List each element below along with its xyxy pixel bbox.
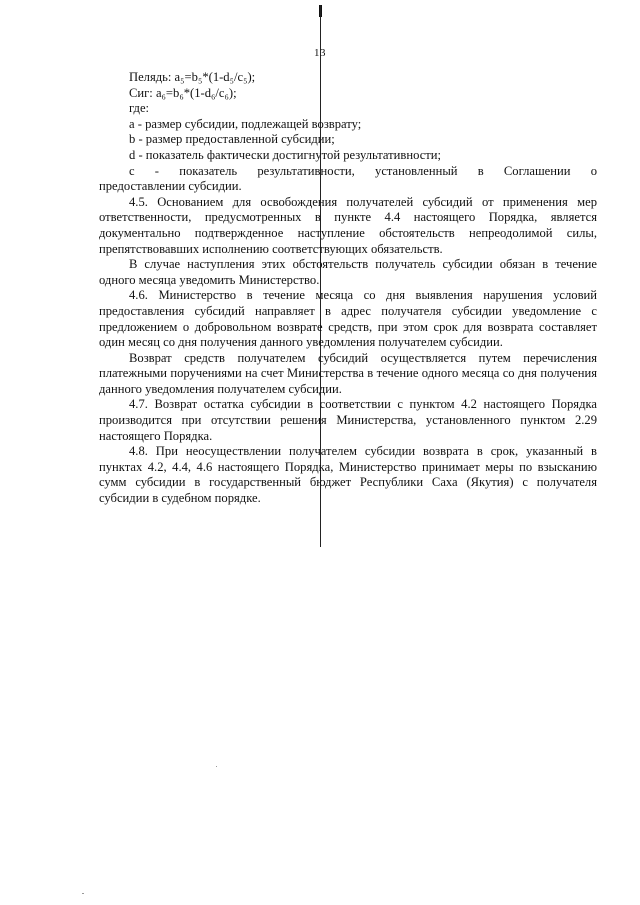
scan-speck [216, 766, 217, 767]
formula-sig: Сиг: a₆=b₆*(1-d₆/c₆); [129, 85, 237, 100]
definition-c-word: - [154, 163, 159, 178]
paragraph-4-6: 4.6. Министерство в течение месяца со дня выявления нарушения условий предоставления субсидий направляет в адрес получателя субсидии уведомление с предложением о добровольном возврате средств, при этом срок для возврата составляет один месяц со дня получения данного уведомления получателем субсидии. [99, 288, 597, 350]
paragraph-4-7: 4.7. Возврат остатка субсидии в соответствии с пунктом 4.2 настоящего Порядка производится при отсутствии решения Министерства, установленного пунктом 2.29 настоящего Порядка. [99, 397, 597, 443]
definition-d: d - показатель фактически достигнутой результативности; [129, 147, 442, 162]
page-number: 13 [314, 47, 326, 59]
definition-c [99, 164, 597, 180]
definition-c-word: результативности, [257, 163, 355, 178]
definition-c-word: установленный [375, 163, 458, 178]
paragraph-4-8: 4.8. При неосуществлении получателем субсидии возврата в срок, указанный в пунктах 4.2, 4.4, 4.6 настоящего Порядка, Министерство принимает меры по взысканию сумм субсидии в государственный бюджет Республики Саха (Якутия) с получателя субсидии в судебном порядке. [99, 444, 597, 506]
paragraph-4-5: 4.5. Основанием для освобождения получателей субсидий от применения мер ответственности, предусмотренных в пункте 4.4 настоящего Порядка, является документально подтвержденное наступление обстоятельств непреодолимой силы, препятствовавших исполнению соответствующих обязательств. [99, 194, 597, 256]
definition-c-word: показатель [179, 163, 238, 178]
definition-a: а - размер субсидии, подлежащей возврату; [129, 116, 362, 131]
definition-c-word: о [590, 163, 597, 178]
definition-c-word: Соглашении [503, 163, 571, 178]
definition-c-word: в [477, 163, 484, 178]
paragraph-4-5-notice: В случае наступления этих обстоятельств получатель субсидии обязан в течение одного месяца уведомить Министерство. [99, 257, 597, 287]
formula-where: где: [129, 101, 150, 116]
definition-c-word: с [129, 163, 135, 178]
definition-c-continuation: предоставлении субсидии. [99, 179, 242, 194]
formula-peled: Пелядь: a₅=b₅*(1-d₅/c₅); [129, 70, 256, 84]
scan-speck [82, 893, 84, 894]
paragraph-4-6-refund: Возврат средств получателем субсидий осуществляется путем перечисления платежными поручениями на счет Министерства в течение одного месяца со дня получения данного уведомления получателем субсидии. [99, 350, 597, 396]
document-body [99, 70, 597, 507]
definition-b: b - размер предоставленной субсидии; [129, 132, 335, 147]
